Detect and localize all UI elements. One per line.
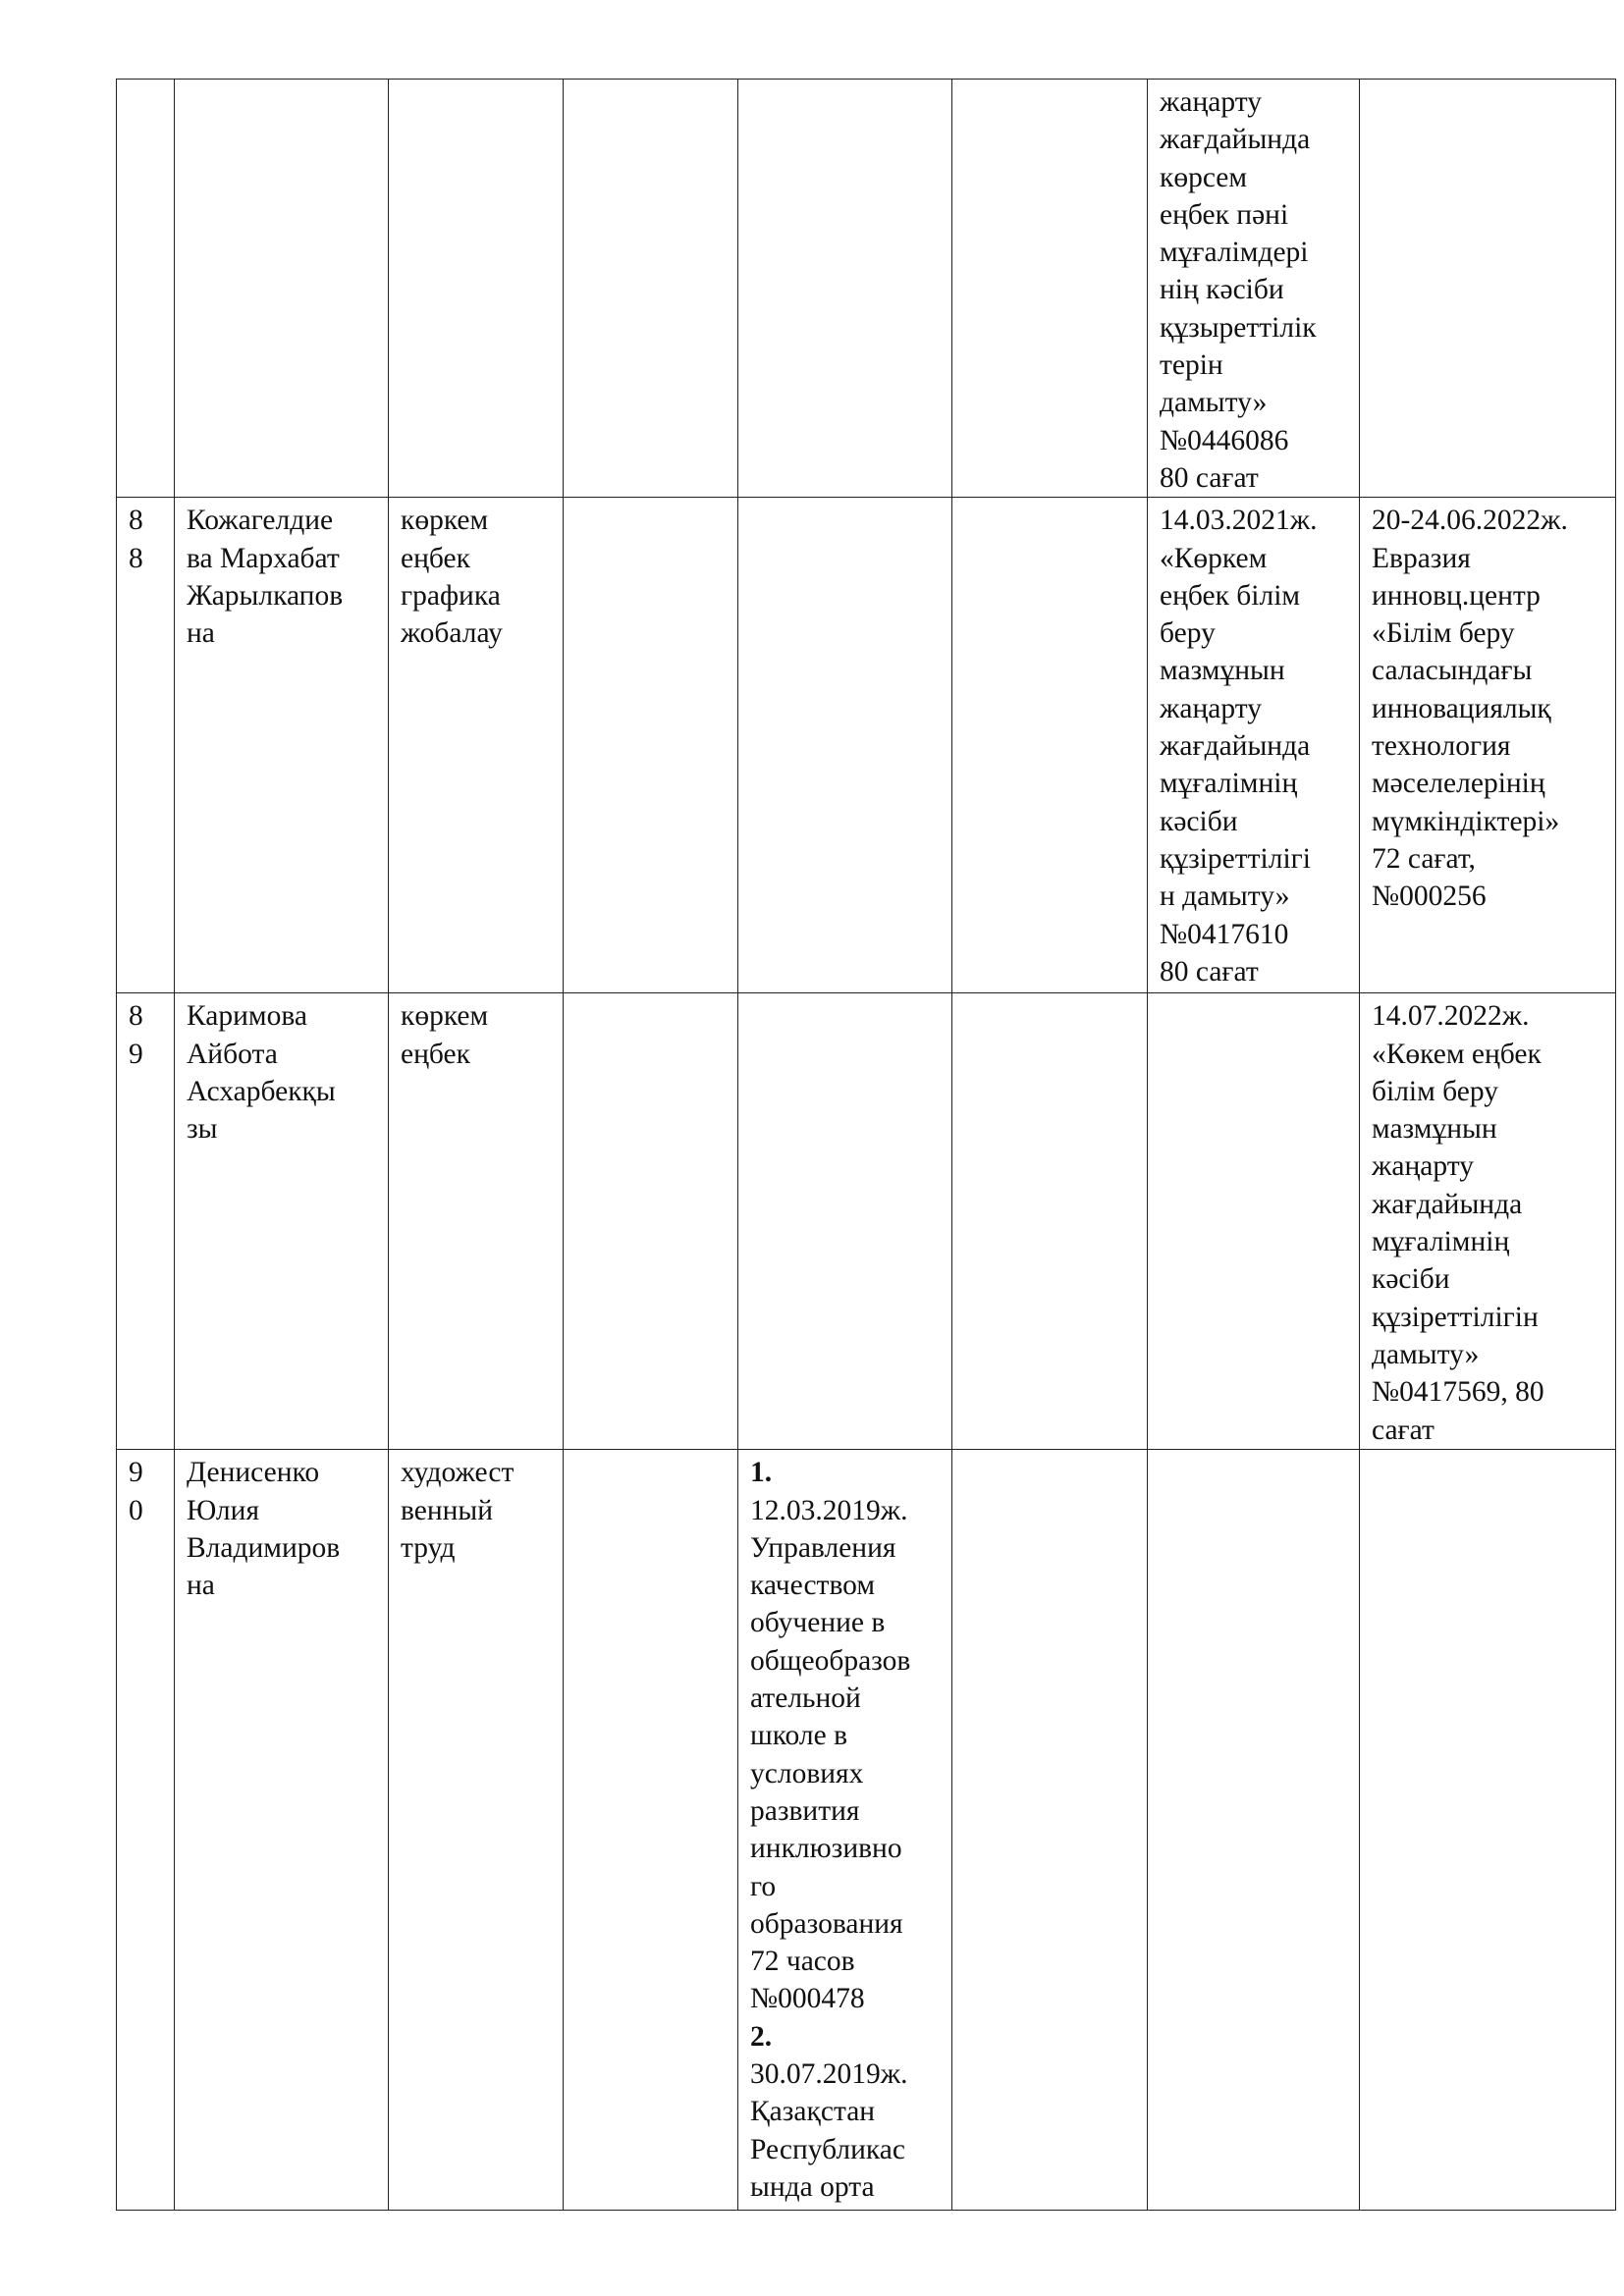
text-line: н дамыту» <box>1160 881 1290 913</box>
text-line: труд <box>401 1531 456 1564</box>
cell-name <box>175 1450 389 2211</box>
text-line: дамыту» <box>1160 387 1268 419</box>
text-line: №000256 <box>1372 881 1487 913</box>
text-line: 72 часов <box>750 1946 855 1978</box>
text-line: го <box>750 1870 777 1902</box>
cell-col5 <box>738 993 952 1450</box>
cell-col8 <box>1360 1450 1616 2211</box>
text-line: качеством <box>750 1570 876 1602</box>
list-item-number: 2. <box>750 2020 773 2053</box>
text-line: №0446086 <box>1160 424 1289 456</box>
row-number-digit: 9 <box>129 1457 143 1489</box>
row-number-digit: 8 <box>129 505 143 537</box>
cell-col5 <box>738 1450 952 2211</box>
text-line: Владимиров <box>187 1531 341 1564</box>
text-line: жағдайында <box>1160 730 1311 763</box>
text-line: көркем <box>401 505 489 537</box>
table-row <box>117 1450 1616 2211</box>
text-line: Евразия <box>1372 542 1471 574</box>
text-line: жаңарту <box>1160 692 1262 724</box>
text-line: Республикас <box>750 2133 905 2165</box>
text-line: «Көкем еңбек <box>1372 1038 1542 1070</box>
text-line: білім беру <box>1372 1075 1498 1107</box>
text-line: 80 сағат <box>1160 955 1259 988</box>
text-line: Кожагелдие <box>187 505 334 537</box>
cell-col8 <box>1360 498 1616 993</box>
cell-name <box>175 993 389 1450</box>
text-line: Асхарбекқы <box>187 1075 336 1107</box>
text-line: терін <box>1160 349 1223 382</box>
text-line: сағат <box>1372 1414 1435 1446</box>
text-line: художест <box>401 1457 514 1489</box>
text-line: жаңарту <box>1160 86 1262 118</box>
text-line: дамыту» <box>1372 1338 1480 1370</box>
cell-col8 <box>1360 993 1616 1450</box>
cell-name <box>175 498 389 993</box>
cell-number <box>117 1450 175 2211</box>
cell-number <box>117 498 175 993</box>
cell-subject <box>389 80 564 498</box>
text-line: ательной <box>750 1682 861 1715</box>
text-line: Жарылкапов <box>187 579 344 612</box>
list-item-number: 1. <box>750 1457 773 1489</box>
text-line: инновациялық <box>1372 692 1551 724</box>
text-line: графика <box>401 579 501 612</box>
text-line: на <box>187 617 215 650</box>
text-line: жағдайында <box>1372 1188 1523 1220</box>
cell-number <box>117 993 175 1450</box>
text-line: 20-24.06.2022ж. <box>1372 505 1568 537</box>
row-number-digit: 8 <box>129 542 143 574</box>
row-number-digit: 0 <box>129 1494 143 1526</box>
cell-number <box>117 80 175 498</box>
text-line: Каримова <box>187 1000 307 1033</box>
table-row <box>117 498 1616 993</box>
text-line: мұғалімнің <box>1372 1226 1510 1258</box>
text-line: школе в <box>750 1720 848 1752</box>
text-line: саласындағы <box>1372 655 1533 687</box>
cell-col4 <box>564 1450 738 2211</box>
text-line: образования <box>750 1907 903 1940</box>
text-line: ва Мархабат <box>187 542 340 574</box>
text-line: №000478 <box>750 1983 865 2015</box>
text-line: Управления <box>750 1531 896 1564</box>
text-line: көрсем <box>1160 161 1248 193</box>
text-line: Айбота <box>187 1038 278 1070</box>
text-line: Қазақстан <box>750 2096 876 2128</box>
text-line: «Білім беру <box>1372 617 1515 650</box>
cell-col4 <box>564 80 738 498</box>
row-number-digit: 9 <box>129 1038 143 1070</box>
staff-training-table <box>116 79 1616 2211</box>
text-line: на <box>187 1570 215 1602</box>
cell-name <box>175 80 389 498</box>
text-line: нің кәсіби <box>1160 274 1284 306</box>
table-row <box>117 80 1616 498</box>
cell-col4 <box>564 498 738 993</box>
text-line: еңбек <box>401 542 470 574</box>
text-line: еңбек пәні <box>1160 198 1289 231</box>
cell-col7 <box>1148 80 1360 498</box>
cell-subject <box>389 498 564 993</box>
text-line: көркем <box>401 1000 489 1033</box>
cell-col6 <box>952 993 1148 1450</box>
text-line: 14.03.2021ж. <box>1160 505 1318 537</box>
text-line: беру <box>1160 617 1216 650</box>
text-line: условиях <box>750 1757 864 1789</box>
text-line: Юлия <box>187 1494 260 1526</box>
cell-col6 <box>952 498 1148 993</box>
cell-col5 <box>738 498 952 993</box>
text-line: ында орта <box>750 2170 875 2203</box>
text-line: обучение в <box>750 1607 886 1639</box>
cell-col7 <box>1148 993 1360 1450</box>
text-line: жаңарту <box>1372 1150 1474 1183</box>
text-line: 14.07.2022ж. <box>1372 1000 1530 1033</box>
text-line: венный <box>401 1494 494 1526</box>
cell-col7 <box>1148 1450 1360 2211</box>
text-line: Денисенко <box>187 1457 320 1489</box>
cell-col6 <box>952 80 1148 498</box>
text-line: технология <box>1372 730 1511 763</box>
cell-col6 <box>952 1450 1148 2211</box>
text-line: мүмкіндіктері» <box>1372 805 1560 837</box>
text-line: №0417569, 80 <box>1372 1376 1544 1409</box>
text-line: мазмұнын <box>1372 1113 1497 1146</box>
text-line: инновц.центр <box>1372 579 1541 612</box>
table-row <box>117 993 1616 1450</box>
text-line: инклюзивно <box>750 1833 902 1865</box>
text-line: «Көркем <box>1160 542 1268 574</box>
cell-col8 <box>1360 80 1616 498</box>
text-line: кәсіби <box>1160 805 1238 837</box>
text-line: еңбек <box>401 1038 470 1070</box>
cell-subject <box>389 993 564 1450</box>
text-line: 72 сағат, <box>1372 842 1476 875</box>
text-line: развития <box>750 1794 860 1827</box>
text-line: 80 сағат <box>1160 461 1259 494</box>
text-line: жағдайында <box>1160 124 1311 156</box>
text-line: мұғалімнің <box>1160 768 1298 800</box>
text-line: мәселелерінің <box>1372 768 1545 800</box>
text-line: құзіреттілігі <box>1160 842 1311 875</box>
text-line: еңбек білім <box>1160 579 1301 612</box>
text-line: 30.07.2019ж. <box>750 2058 908 2091</box>
text-line: құзіреттілігін <box>1372 1301 1539 1333</box>
cell-col5 <box>738 80 952 498</box>
row-number-digit: 8 <box>129 1000 143 1033</box>
text-line: зы <box>187 1113 218 1146</box>
cell-col7 <box>1148 498 1360 993</box>
cell-col4 <box>564 993 738 1450</box>
text-line: №0417610 <box>1160 918 1289 950</box>
cell-subject <box>389 1450 564 2211</box>
text-line: мұғалімдері <box>1160 237 1309 269</box>
text-line: мазмұнын <box>1160 655 1285 687</box>
text-line: 12.03.2019ж. <box>750 1494 908 1526</box>
text-line: общеобразов <box>750 1644 911 1677</box>
text-line: жобалау <box>401 617 503 650</box>
text-line: кәсіби <box>1372 1263 1450 1296</box>
text-line: құзыреттілік <box>1160 311 1317 344</box>
